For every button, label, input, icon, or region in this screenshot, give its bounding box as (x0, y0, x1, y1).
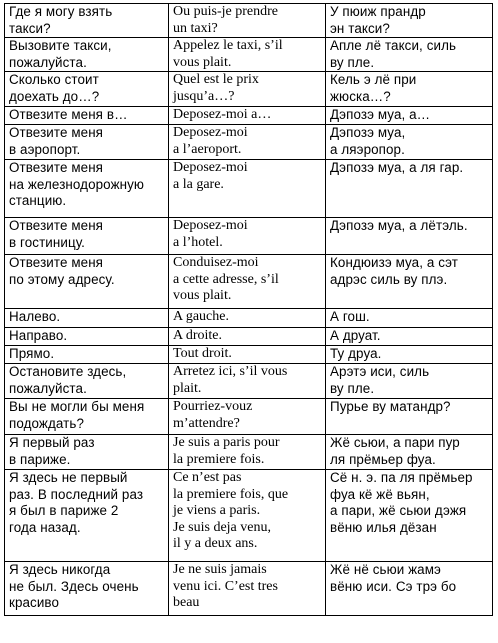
french-phrase-cell: Deposez-moi a l’aeroport. (169, 125, 326, 160)
french-phrase-cell: Ce n’est pas la premiere fois, que je viens a paris. Je suis deja venu, il y a deux ans. (169, 470, 326, 562)
russian-phrase-cell: Сколько стоит доехать до…? (5, 72, 169, 107)
transcription-cell: Ту друа. (326, 346, 493, 364)
table-row (5, 328, 493, 346)
table-row (5, 364, 493, 399)
russian-phrase-cell: Отвезите меня в гостиницу. (5, 218, 169, 255)
transcription-cell: Сё н. э. па ля прёмьер фуа кё жё вьян, а пари, жё сьюи дэжя вёню илья дёзан (326, 470, 493, 562)
russian-phrase-cell: Остановите здесь, пожалуйста. (5, 364, 169, 399)
russian-phrase-cell: Вызовите такси, пожалуйста. (5, 38, 169, 72)
transcription-cell: Кель э лё при жюска…? (326, 72, 493, 107)
french-phrase-cell: A gauche. (169, 309, 326, 328)
french-phrase-cell: Pourriez-vouz m’attendre? (169, 399, 326, 435)
table-row (5, 72, 493, 107)
table-row (5, 255, 493, 309)
phrasebook-table (4, 3, 493, 616)
russian-phrase-cell: Вы не могли бы меня подождать? (5, 399, 169, 435)
table-row (5, 399, 493, 435)
french-phrase-cell: Tout droit. (169, 346, 326, 364)
russian-phrase-cell: Где я могу взять такси? (5, 4, 169, 38)
french-phrase-cell: Deposez-moi a la gare. (169, 160, 326, 218)
russian-phrase-cell: Отвезите меня по этому адресу. (5, 255, 169, 309)
french-phrase-cell: Je ne suis jamais venu ici. C’est tres beau (169, 562, 326, 616)
russian-phrase-cell: Отвезите меня в… (5, 107, 169, 125)
french-phrase-cell: Quel est le prix jusqu’a…? (169, 72, 326, 107)
table-row (5, 435, 493, 470)
transcription-cell: Жё нё сьюи жамэ вёню иси. Сэ трэ бо (326, 562, 493, 616)
russian-phrase-cell: Отвезите меня в аэропорт. (5, 125, 169, 160)
russian-phrase-cell: Я первый раз в париже. (5, 435, 169, 470)
table-row (5, 346, 493, 364)
russian-phrase-cell: Направо. (5, 328, 169, 346)
table-row (5, 125, 493, 160)
russian-phrase-cell: Я здесь никогда не был. Здесь очень красиво (5, 562, 169, 616)
transcription-cell: Дэпозэ муа, а лётэль. (326, 218, 493, 255)
transcription-cell: Арэтэ иси, силь ву пле. (326, 364, 493, 399)
transcription-cell: Дэпозэ муа, а… (326, 107, 493, 125)
transcription-cell: Пурье ву матандр? (326, 399, 493, 435)
transcription-cell: Жё сьюи, а пари пур ля прёмьер фуа. (326, 435, 493, 470)
french-phrase-cell: Deposez-moi a… (169, 107, 326, 125)
french-phrase-cell: Arretez ici, s’il vous plait. (169, 364, 326, 399)
russian-phrase-cell: Прямо. (5, 346, 169, 364)
table-row (5, 309, 493, 328)
transcription-cell: Апле лё такси, силь ву пле. (326, 38, 493, 72)
transcription-cell: У пюиж прандр эн такси? (326, 4, 493, 38)
table-row (5, 470, 493, 562)
phrasebook-rows (5, 4, 493, 616)
french-phrase-cell: Je suis a paris pour la premiere fois. (169, 435, 326, 470)
french-phrase-cell: Conduisez-moi a cette adresse, s’il vous plait. (169, 255, 326, 309)
table-row (5, 38, 493, 72)
table-row (5, 107, 493, 125)
table-row (5, 4, 493, 38)
transcription-cell: Кондюизэ муа, а сэт адрэс силь ву плэ. (326, 255, 493, 309)
transcription-cell: А друат. (326, 328, 493, 346)
transcription-cell: А гош. (326, 309, 493, 328)
table-row (5, 160, 493, 218)
table-row (5, 218, 493, 255)
table-row (5, 562, 493, 616)
french-phrase-cell: Deposez-moi a l’hotel. (169, 218, 326, 255)
russian-phrase-cell: Налево. (5, 309, 169, 328)
russian-phrase-cell: Отвезите меня на железнодорожную станцию. (5, 160, 169, 218)
french-phrase-cell: A droite. (169, 328, 326, 346)
french-phrase-cell: Appelez le taxi, s’il vous plait. (169, 38, 326, 72)
transcription-cell: Дэпозэ муа, а ля гар. (326, 160, 493, 218)
transcription-cell: Дэпозэ муа, а ляэропор. (326, 125, 493, 160)
russian-phrase-cell: Я здесь не первый раз. В последний раз я был в париже 2 года назад. (5, 470, 169, 562)
french-phrase-cell: Ou puis-je prendre un taxi? (169, 4, 326, 38)
